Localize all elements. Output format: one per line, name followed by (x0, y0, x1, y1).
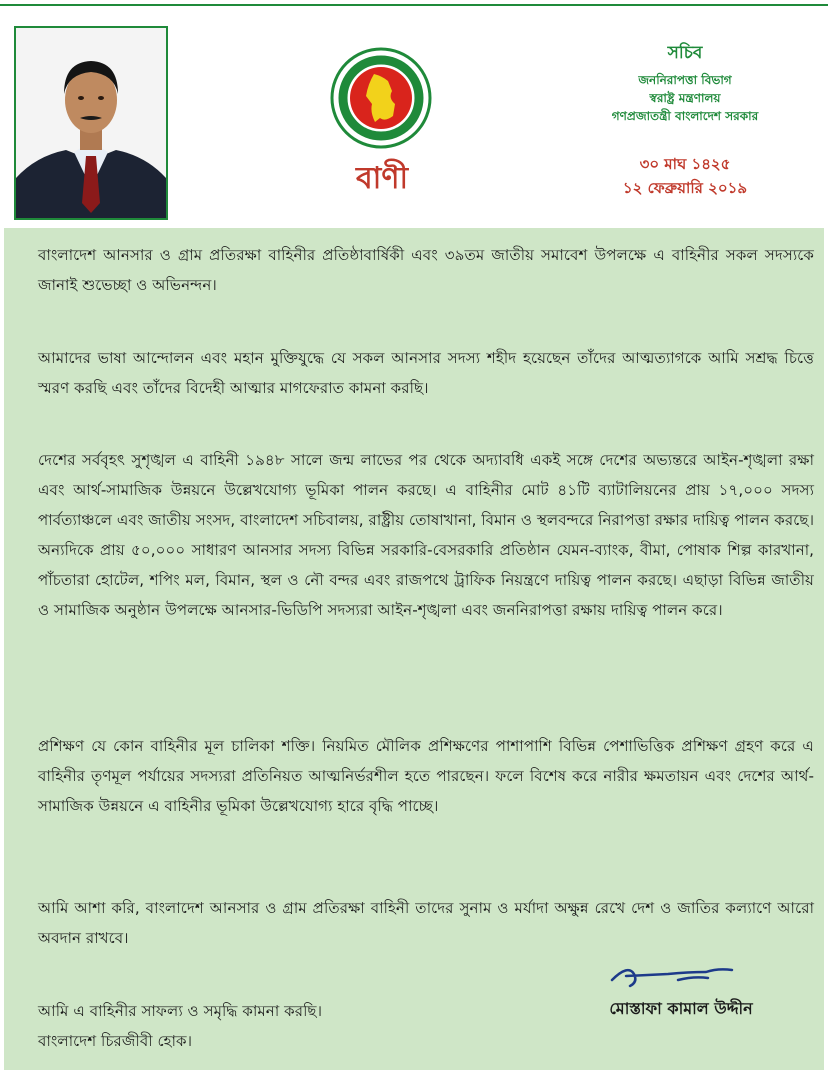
designation-block (565, 40, 805, 125)
closing-line-2: বাংলাদেশ চিরজীবী হোক। (38, 1032, 193, 1050)
government-seal-icon (330, 46, 432, 156)
message-paragraph-3: দেশের সর্ববৃহৎ সুশৃঙ্খল এ বাহিনী ১৯৪৮ সালে জন্ম লাভের পর থেকে অদ্যাবধি একই সঙ্গে দেশের অভ্যন্তরে আইন-শৃঙ্খলা রক্ষা এবং আর্থ-সামাজিক উন্নয়নে উল্লেখযোগ্য ভূমিকা পালন করছে। এ বাহিনীর মোট ৪১টি ব্যাটালিয়নের প্রায় ১৭,০০০ সদস্য পার্বত্যাঞ্চলে এবং জাতীয় সংসদ, বাংলাদেশ সচিবালয়, রাষ্ট্রীয় তোষাখানা, বিমান ও স্থলবন্দরে নিরাপত্তা রক্ষার দায়িত্ব পালন করছে। অন্যদিকে প্রায় ৫০,০০০ সাধারণ আনসার সদস্য বিভিন্ন সরকারি-বেসরকারি প্রতিষ্ঠান যেমন-ব্যাংক, বীমা, পোষাক শিল্প কারখানা, পাঁচতারা হোটেল, শপিং মল, বিমান, স্থল ও নৌ বন্দর এবং রাজপথে ট্রাফিক নিয়ন্ত্রণে দায়িত্ব পালন করছে। এছাড়া বিভিন্ন জাতীয় ও সামাজিক অনুষ্ঠান উপলক্ষে আনসার-ভিডিপি সদস্যরা আইন-শৃঙ্খলা এবং জননিরাপত্তা রক্ষায় দায়িত্ব পালন করে। (38, 451, 814, 619)
org-line-1: জননিরাপত্তা বিভাগ (638, 73, 732, 87)
message-heading: বাণী (355, 161, 409, 196)
date-block (565, 152, 805, 200)
signature-icon (608, 960, 738, 990)
message-paragraph-2: আমাদের ভাষা আন্দোলন এবং মহান মুক্তিযুদ্ধে যে সকল আনসার সদস্য শহীদ হয়েছেন তাঁদের আত্মত্যাগকে আমি সশ্রদ্ধ চিত্তে স্মরণ করছি এবং তাঁদের বিদেহী আত্মার মাগফেরাত কামনা করছি। (38, 349, 814, 397)
message-paragraph-4: প্রশিক্ষণ যে কোন বাহিনীর মূল চালিকা শক্তি। নিয়মিত মৌলিক প্রশিক্ষণের পাশাপাশি বিভিন্ন পেশাভিত্তিক প্রশিক্ষণ গ্রহণ করে এ বাহিনীর তৃণমূল পর্যায়ের সদস্যরা প্রতিনিয়ত আত্মনির্ভরশীল হতে পারছেন। ফলে বিশেষ করে নারীর ক্ষমতায়ন এবং দেশের আর্থ-সামাজিক উন্নয়নে এ বাহিনীর ভূমিকা উল্লেখযোগ্য হারে বৃদ্ধি পাচ্ছে। (38, 737, 814, 815)
date-bangla: ৩০ মাঘ ১৪২৫ (639, 155, 731, 173)
message-paragraph-5: আমি আশা করি, বাংলাদেশ আনসার ও গ্রাম প্রতিরক্ষা বাহিনী তাদের সুনাম ও মর্যাদা অক্ষুন্ন রেখে দেশ ও জাতির কল্যাণে আরো অবদান রাখবে। (38, 899, 814, 947)
closing-block (38, 996, 322, 1056)
portrait-photo (14, 26, 168, 220)
org-line-2: স্বরাষ্ট্র মন্ত্রণালয় (649, 91, 721, 105)
closing-line-1: আমি এ বাহিনীর সাফল্য ও সমৃদ্ধি কামনা করছি। (38, 1002, 323, 1020)
signer-name: মোস্তাফা কামাল উদ্দীন (609, 999, 753, 1018)
designation-title: সচিব (667, 43, 703, 63)
header (0, 6, 828, 228)
org-line-3: গণপ্রজাতন্ত্রী বাংলাদেশ সরকার (611, 109, 759, 123)
date-gregorian: ১২ ফেব্রুয়ারি ২০১৯ (622, 179, 748, 197)
message-paragraph-1: বাংলাদেশ আনসার ও গ্রাম প্রতিরক্ষা বাহিনীর প্রতিষ্ঠাবার্ষিকী এবং ৩৯তম জাতীয় সমাবেশ উপলক্ষে এ বাহিনীর সকল সদস্যকে জানাই শুভেচ্ছা ও অভিনন্দন। (38, 246, 814, 294)
